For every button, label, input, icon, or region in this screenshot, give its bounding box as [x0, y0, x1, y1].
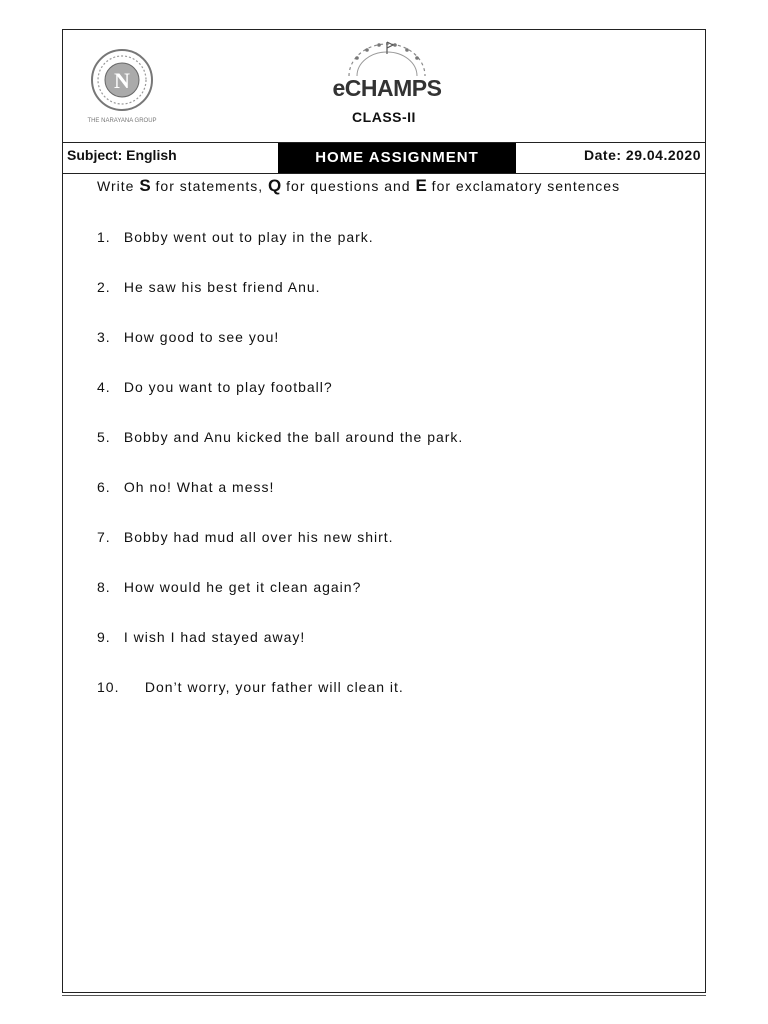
question-list — [97, 229, 463, 729]
question-item — [97, 529, 463, 579]
question-number: 1. — [97, 229, 111, 245]
question-number: 9. — [97, 629, 111, 645]
question-item — [97, 579, 463, 629]
question-text: Bobby and Anu kicked the ball around the park. — [123, 429, 464, 445]
question-number: 6. — [97, 479, 111, 495]
question-number: 7. — [97, 529, 111, 545]
question-text: Don’t worry, your father will clean it. — [144, 679, 404, 695]
instruction-part: for exclamatory sentences — [426, 178, 621, 194]
bottom-rule — [62, 995, 706, 996]
question-number: 4. — [97, 379, 111, 395]
svg-text:THE NARAYANA GROUP: THE NARAYANA GROUP — [87, 118, 157, 124]
question-item — [97, 429, 463, 479]
instruction-key-s: S — [139, 176, 151, 195]
instruction-key-q: Q — [268, 176, 282, 195]
question-item — [97, 679, 463, 729]
question-text: Bobby went out to play in the park. — [123, 229, 374, 245]
question-text: Oh no! What a mess! — [123, 479, 275, 495]
question-text: How would he get it clean again? — [123, 579, 362, 595]
question-text: How good to see you! — [123, 329, 280, 345]
assignment-title: HOME ASSIGNMENT — [278, 143, 516, 173]
header — [63, 30, 705, 142]
question-text: Bobby had mud all over his new shirt. — [123, 529, 394, 545]
question-text: I wish I had stayed away! — [123, 629, 306, 645]
class-title: CLASS-II — [352, 109, 416, 125]
question-number: 5. — [97, 429, 111, 445]
question-text: Do you want to play football? — [123, 379, 333, 395]
instruction-key-e: E — [415, 176, 427, 195]
question-number: 2. — [97, 279, 111, 295]
question-item — [97, 279, 463, 329]
subject-label: Subject: English — [67, 147, 177, 163]
instruction-part: for statements, — [150, 178, 269, 194]
question-item — [97, 629, 463, 679]
svg-text:N: N — [114, 68, 130, 93]
svg-text:eCHAMPS: eCHAMPS — [332, 75, 442, 101]
question-text: He saw his best friend Anu. — [123, 279, 321, 295]
question-item — [97, 479, 463, 529]
echamps-logo — [327, 36, 447, 102]
question-item — [97, 229, 463, 279]
date-label: Date: 29.04.2020 — [584, 147, 701, 163]
question-number: 3. — [97, 329, 111, 345]
info-row — [63, 142, 705, 174]
question-number: 8. — [97, 579, 111, 595]
question-item — [97, 329, 463, 379]
instruction-text — [97, 176, 620, 196]
question-item — [97, 379, 463, 429]
question-number: 10. — [97, 679, 120, 695]
instruction-part: for questions and — [281, 178, 416, 194]
instruction-part: Write — [97, 178, 140, 194]
